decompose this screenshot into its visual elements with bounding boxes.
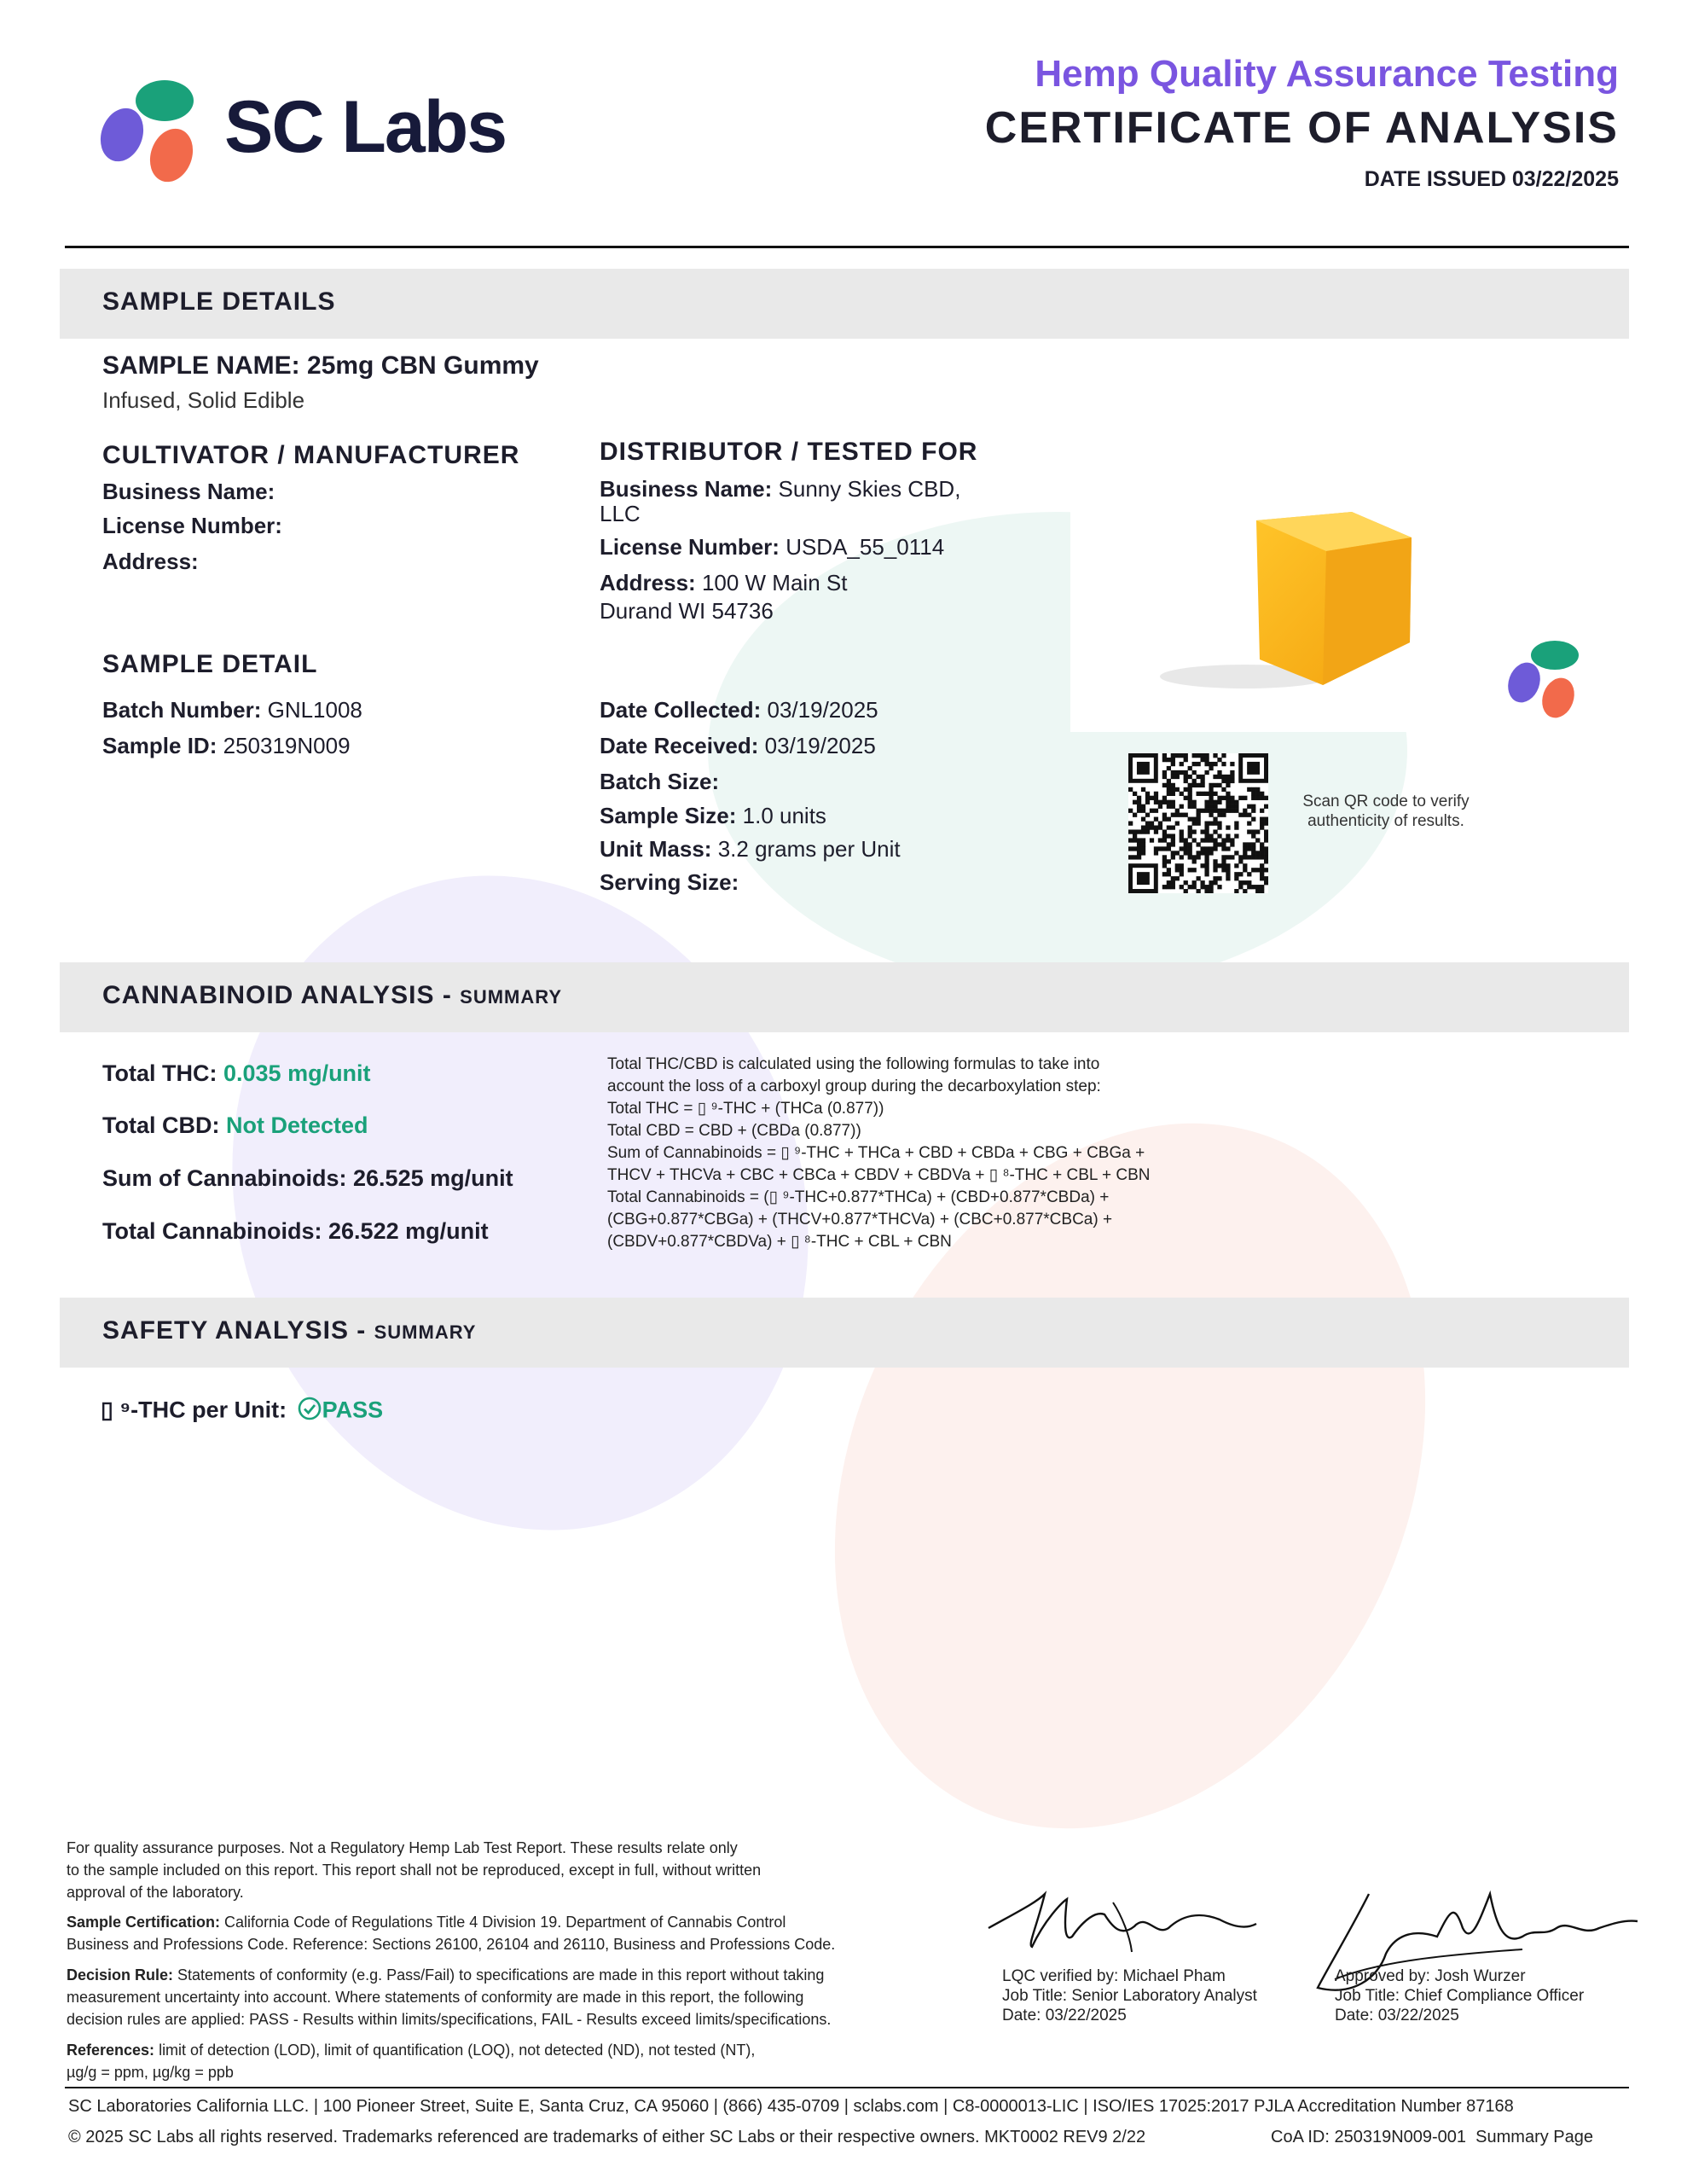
safety-analysis-header bbox=[60, 1298, 1629, 1368]
total-thc-value: 0.035 mg/unit bbox=[223, 1060, 371, 1086]
safety-item-result: PASS bbox=[322, 1397, 384, 1423]
distributor-address-line2: Durand WI 54736 bbox=[600, 598, 774, 624]
product-photo bbox=[1070, 442, 1603, 732]
batch-number-value: GNL1008 bbox=[267, 697, 362, 723]
logo-text: SC Labs bbox=[224, 86, 507, 168]
footer-divider bbox=[65, 2087, 1629, 2088]
signer2-date: Date: 03/22/2025 bbox=[1335, 2007, 1459, 2024]
sample-id-label: Sample ID: bbox=[102, 733, 217, 758]
sample-id bbox=[102, 732, 351, 759]
cannabinoid-title-main: CANNABINOID ANALYSIS - bbox=[102, 981, 461, 1009]
sample-name bbox=[102, 352, 539, 380]
qr-code[interactable] bbox=[1128, 753, 1268, 893]
signer1-block bbox=[1002, 1966, 1257, 2025]
batch-number-label: Batch Number: bbox=[102, 697, 262, 723]
total-cbd-value: Not Detected bbox=[226, 1112, 368, 1138]
logo-mark-small-icon bbox=[1505, 640, 1591, 725]
sample-size-value: 1.0 units bbox=[742, 803, 826, 828]
batch-number bbox=[102, 696, 362, 723]
distributor-license-label: License Number: bbox=[600, 534, 780, 560]
qr-caption-line1: Scan QR code to verify bbox=[1302, 793, 1470, 810]
formula-line: (CBDV+0.877*CBDVa) + ▯ ⁸-THC + CBL + CBN bbox=[607, 1233, 952, 1251]
cultivator-heading: CULTIVATOR / MANUFACTURER bbox=[102, 441, 520, 469]
date-collected-value: 03/19/2025 bbox=[767, 697, 878, 723]
unit-mass-value: 3.2 grams per Unit bbox=[717, 836, 901, 862]
pass-check-icon bbox=[297, 1396, 322, 1427]
sample-type: Infused, Solid Edible bbox=[102, 387, 305, 413]
signer2-title: Job Title: Chief Compliance Officer bbox=[1335, 1987, 1585, 2005]
decision-line1: Statements of conformity (e.g. Pass/Fail) to specifications are made in this report without taking bbox=[173, 1966, 825, 1984]
disclaimer-line: For quality assurance purposes. Not a Regulatory Hemp Lab Test Report. These results relate only bbox=[67, 1839, 738, 1856]
cannabinoid-title-suffix: SUMMARY bbox=[460, 986, 562, 1008]
date-received-label: Date Received: bbox=[600, 733, 759, 758]
references-line2: µg/g = ppm, µg/kg = ppb bbox=[67, 2064, 234, 2081]
distributor-business-name-value: Sunny Skies CBD, bbox=[778, 476, 961, 502]
decision-line3: decision rules are applied: PASS - Results within limits/specifications, FAIL - Results exceed limits/specifications. bbox=[67, 2011, 832, 2028]
total-cannabinoids-label: Total Cannabinoids: bbox=[102, 1218, 322, 1244]
certification-label: Sample Certification: bbox=[67, 1914, 221, 1931]
signer1-date: Date: 03/22/2025 bbox=[1002, 2007, 1127, 2024]
sample-size bbox=[600, 802, 826, 829]
footer-disclaimer bbox=[67, 1837, 761, 1903]
qr-code-image bbox=[1128, 753, 1268, 893]
disclaimer-line: approval of the laboratory. bbox=[67, 1884, 244, 1901]
formula-line: account the loss of a carboxyl group during the decarboxylation step: bbox=[607, 1077, 1101, 1095]
distributor-heading: DISTRIBUTOR / TESTED FOR bbox=[600, 438, 978, 466]
certification-line2: Business and Professions Code. Reference: Sections 26100, 26104 and 26110, Business and Professions Code. bbox=[67, 1936, 836, 1953]
cannabinoid-analysis-header bbox=[60, 962, 1629, 1032]
safety-analysis-title bbox=[102, 1316, 476, 1345]
sc-labs-logo bbox=[98, 77, 542, 188]
signature-michael-pham bbox=[985, 1877, 1258, 1971]
sample-name-value: 25mg CBN Gummy bbox=[307, 351, 539, 380]
date-received bbox=[600, 732, 876, 759]
header-divider bbox=[65, 246, 1629, 248]
references-label: References: bbox=[67, 2042, 155, 2059]
footer-address: SC Laboratories California LLC. | 100 Pioneer Street, Suite E, Santa Cruz, CA 95060 | (866) 435-0709 | sclabs.com | C8-0000013-LIC | ISO/IES 17025:2017 PJLA Accreditation Number 87168 bbox=[68, 2097, 1514, 2116]
qr-caption-line2: authenticity of results. bbox=[1307, 812, 1464, 830]
sample-name-label: SAMPLE NAME: bbox=[102, 351, 300, 380]
footer-coa-id: CoA ID: 250319N009-001 Summary Page bbox=[1271, 2128, 1593, 2146]
formula-line: Total THC = ▯ ⁹-THC + (THCa (0.877)) bbox=[607, 1100, 884, 1118]
disclaimer-line: to the sample included on this report. This report shall not be reproduced, except in full, without written bbox=[67, 1862, 762, 1879]
signer1-verified: LQC verified by: Michael Pham bbox=[1002, 1967, 1226, 1985]
distributor-business-name bbox=[600, 475, 960, 502]
total-thc-label: Total THC: bbox=[102, 1060, 217, 1086]
distributor-address bbox=[600, 569, 847, 596]
batch-size-label: Batch Size: bbox=[600, 769, 720, 794]
sample-details-title: SAMPLE DETAILS bbox=[102, 288, 336, 316]
header-subtitle: Hemp Quality Assurance Testing bbox=[1035, 53, 1619, 95]
safety-item bbox=[101, 1396, 383, 1427]
formula-line: THCV + THCVa + CBC + CBCa + CBDV + CBDVa + ▯ ⁸-THC + CBL + CBN bbox=[607, 1166, 1151, 1184]
date-collected-label: Date Collected: bbox=[600, 697, 762, 723]
distributor-business-name-line2: LLC bbox=[600, 501, 641, 526]
qr-caption bbox=[1284, 792, 1488, 831]
distributor-business-name-label: Business Name: bbox=[600, 476, 773, 502]
formula-line: Sum of Cannabinoids = ▯ ⁹-THC + THCa + CBD + CBDa + CBG + CBGa + bbox=[607, 1144, 1145, 1162]
total-cannabinoids bbox=[102, 1217, 489, 1245]
distributor-address-line1: 100 W Main St bbox=[701, 570, 848, 595]
distributor-address-label: Address: bbox=[600, 570, 696, 595]
sum-cannabinoids-label: Sum of Cannabinoids: bbox=[102, 1165, 347, 1191]
references-line1: limit of detection (LOD), limit of quantification (LOQ), not detected (ND), not tested (NT), bbox=[154, 2042, 756, 2059]
signer2-approved: Approved by: Josh Wurzer bbox=[1335, 1967, 1526, 1985]
references bbox=[67, 2039, 755, 2083]
formula-line: Total Cannabinoids = (▯ ⁹-THC+0.877*THCa) + (CBD+0.877*CBDa) + bbox=[607, 1188, 1110, 1206]
date-received-value: 03/19/2025 bbox=[764, 733, 876, 758]
total-cbd-label: Total CBD: bbox=[102, 1112, 220, 1138]
sample-certification bbox=[67, 1911, 835, 1955]
sum-cannabinoids bbox=[102, 1165, 513, 1192]
decision-rule bbox=[67, 1964, 831, 2030]
footer-copyright: © 2025 SC Labs all rights reserved. Trademarks referenced are trademarks of either SC Labs or their respective owners. MKT0002 REV9 2/22 bbox=[68, 2128, 1146, 2146]
decision-line2: measurement uncertainty into account. Where statements of conformity are made in this report, the following bbox=[67, 1989, 804, 2006]
date-collected bbox=[600, 696, 878, 723]
total-cannabinoids-value: 26.522 mg/unit bbox=[328, 1218, 489, 1244]
header-title: CERTIFICATE OF ANALYSIS bbox=[984, 103, 1619, 153]
formula-line: Total THC/CBD is calculated using the following formulas to take into bbox=[607, 1055, 1100, 1073]
decision-label: Decision Rule: bbox=[67, 1966, 174, 1984]
sum-cannabinoids-value: 26.525 mg/unit bbox=[353, 1165, 513, 1191]
signer2-block bbox=[1335, 1966, 1584, 2025]
cultivator-license-label: License Number: bbox=[102, 513, 282, 538]
total-cbd bbox=[102, 1112, 368, 1139]
sample-size-label: Sample Size: bbox=[600, 803, 737, 828]
safety-title-suffix: SUMMARY bbox=[374, 1321, 477, 1343]
formula-line: Total CBD = CBD + (CBDa (0.877)) bbox=[607, 1122, 861, 1140]
date-issued: DATE ISSUED 03/22/2025 bbox=[1364, 167, 1619, 191]
cultivator-address-label: Address: bbox=[102, 549, 199, 574]
signer1-title: Job Title: Senior Laboratory Analyst bbox=[1002, 1987, 1257, 2005]
safety-title-main: SAFETY ANALYSIS - bbox=[102, 1316, 374, 1345]
distributor-license-value: USDA_55_0114 bbox=[786, 534, 945, 560]
total-thc bbox=[102, 1060, 371, 1087]
certification-line1: California Code of Regulations Title 4 Division 19. Department of Cannabis Control bbox=[220, 1914, 786, 1931]
distributor-license bbox=[600, 533, 944, 561]
unit-mass-label: Unit Mass: bbox=[600, 836, 712, 862]
formula-line: (CBG+0.877*CBGa) + (THCV+0.877*THCVa) + (CBC+0.877*CBCa) + bbox=[607, 1211, 1113, 1228]
sample-detail-heading: SAMPLE DETAIL bbox=[102, 650, 318, 678]
serving-size-label: Serving Size: bbox=[600, 869, 739, 895]
safety-item-label: ▯ ⁹-THC per Unit: bbox=[101, 1397, 287, 1423]
unit-mass bbox=[600, 835, 901, 863]
sample-id-value: 250319N009 bbox=[223, 733, 351, 758]
cultivator-business-name-label: Business Name: bbox=[102, 479, 275, 504]
sample-details-header bbox=[60, 269, 1629, 339]
cannabinoid-analysis-title bbox=[102, 981, 562, 1010]
